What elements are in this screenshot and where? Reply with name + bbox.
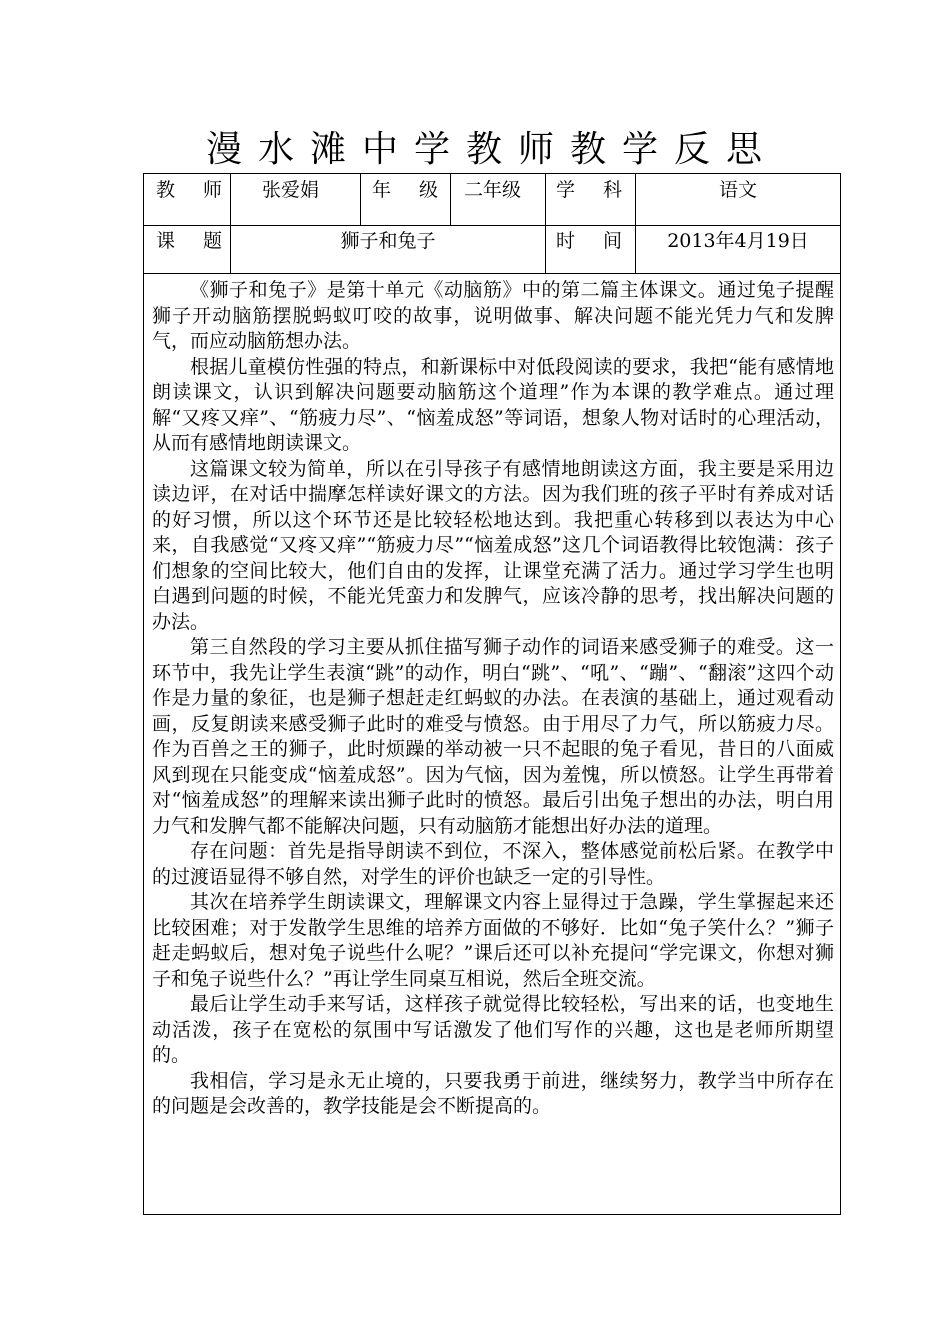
row-divider-2 <box>144 273 840 274</box>
teacher-label: 教师 <box>156 179 251 201</box>
grade-label: 年级 <box>372 179 467 201</box>
teacher-value: 张爱娟 <box>262 179 320 201</box>
paragraph: 这篇课文较为简单，所以在引导孩子有感情地朗读这方面，我主要是采用边读边评，在对话中揣摩怎样读好课文的方法。因为我们班的孩子平时有养成对话的好习惯，所以这个环节还是比较轻松地达到。我把重心转移到以表达为中心来，自我感觉“又疼又痒”“筋疲力尽”“恼羞成怒”这几个词语教得比较饱满：孩子们想象的空间比较大，他们自由的发挥，让课堂充满了活力。通过学习学生也明白遇到问题的时候，不能光凭蛮力和发脾气，应该冷静的思考，找出解决问题的办法。 <box>152 457 834 633</box>
paragraph: 根据儿童模仿性强的特点，和新课标中对低段阅读的要求，我把“能有感情地朗读课文，认识到解决问题要动脑筋这个道理”作为本课的教学难点。通过理解“又疼又痒”、“筋疲力尽”、“恼羞成怒”等词语，想象人物对话时的心理活动，从而有感情地朗读课文。 <box>152 355 834 454</box>
topic-label: 课题 <box>156 230 251 252</box>
paragraph: 其次在培养学生朗读课文，理解课文内容上显得过于急躁，学生掌握起来还比较困难；对于发散学生思维的培养方面做的不够好．比如“兔子笑什么？”狮子赶走蚂蚁后，想对兔子说些什么呢？”课后还可以补充提问“学完课文，你想对狮子和兔子说些什么？”再让学生同桌互相说，然后全班交流。 <box>152 891 834 990</box>
topic-value: 狮子和兔子 <box>340 230 436 252</box>
paragraph: 《狮子和兔子》是第十单元《动脑筋》中的第二篇主体课文。通过兔子提醒狮子开动脑筋摆脱蚂蚁叮咬的故事，说明做事、解决问题不能光凭力气和发脾气，而应动脑筋想办法。 <box>152 279 834 352</box>
subject-value: 语文 <box>718 179 757 201</box>
col-divider-2 <box>360 174 361 225</box>
paragraph: 最后让学生动手来写话，这样孩子就觉得比较轻松，写出来的话，也变地生动活泼，孩子在宽松的氛围中写话激发了他们写作的兴趣，这也是老师所期望的。 <box>152 993 834 1066</box>
row-divider-1 <box>144 225 840 226</box>
grade-value: 二年级 <box>464 179 522 201</box>
time-label: 时间 <box>556 230 651 252</box>
subject-label: 学科 <box>556 179 651 201</box>
col-divider-4 <box>545 174 546 273</box>
page-title: 漫水滩中学教师教学反思 <box>205 129 778 170</box>
paragraph: 我相信，学习是永无止境的，只要我勇于前进，继续努力，教学当中所存在的问题是会改善的，教学技能是会不断提高的。 <box>152 1069 834 1117</box>
paragraph: 第三自然段的学习主要从抓住描写狮子动作的词语来感受狮子的难受。这一环节中，我先让学生表演“跳”的动作，明白“跳”、“吼”、“蹦”、“翻滚”这四个动作是力量的象征，也是狮子想赶走红蚂蚁的办法。在表演的基础上，通过观看动画，反复朗读来感受狮子此时的难受与愤怒。由于用尽了力气，所以筋疲力尽。作为百兽之王的狮子，此时烦躁的举动被一只不起眼的兔子看见，昔日的八面威风到现在只能变成“恼羞成怒”。因为气恼，因为羞愧，所以愤怒。让学生再带着对“恼羞成怒”的理解来读出狮子此时的愤怒。最后引出兔子想出的办法，明白用力气和发脾气都不能解决问题，只有动脑筋才能想出好办法的道理。 <box>152 636 834 837</box>
reflection-body <box>152 278 834 1120</box>
time-value: 2013年4月19日 <box>667 230 809 252</box>
paragraph: 存在问题：首先是指导朗读不到位，不深入，整体感觉前松后紧。在教学中的过渡语显得不够自然，对学生的评价也缺乏一定的引导性。 <box>152 840 834 888</box>
reflection-table <box>143 173 841 1215</box>
